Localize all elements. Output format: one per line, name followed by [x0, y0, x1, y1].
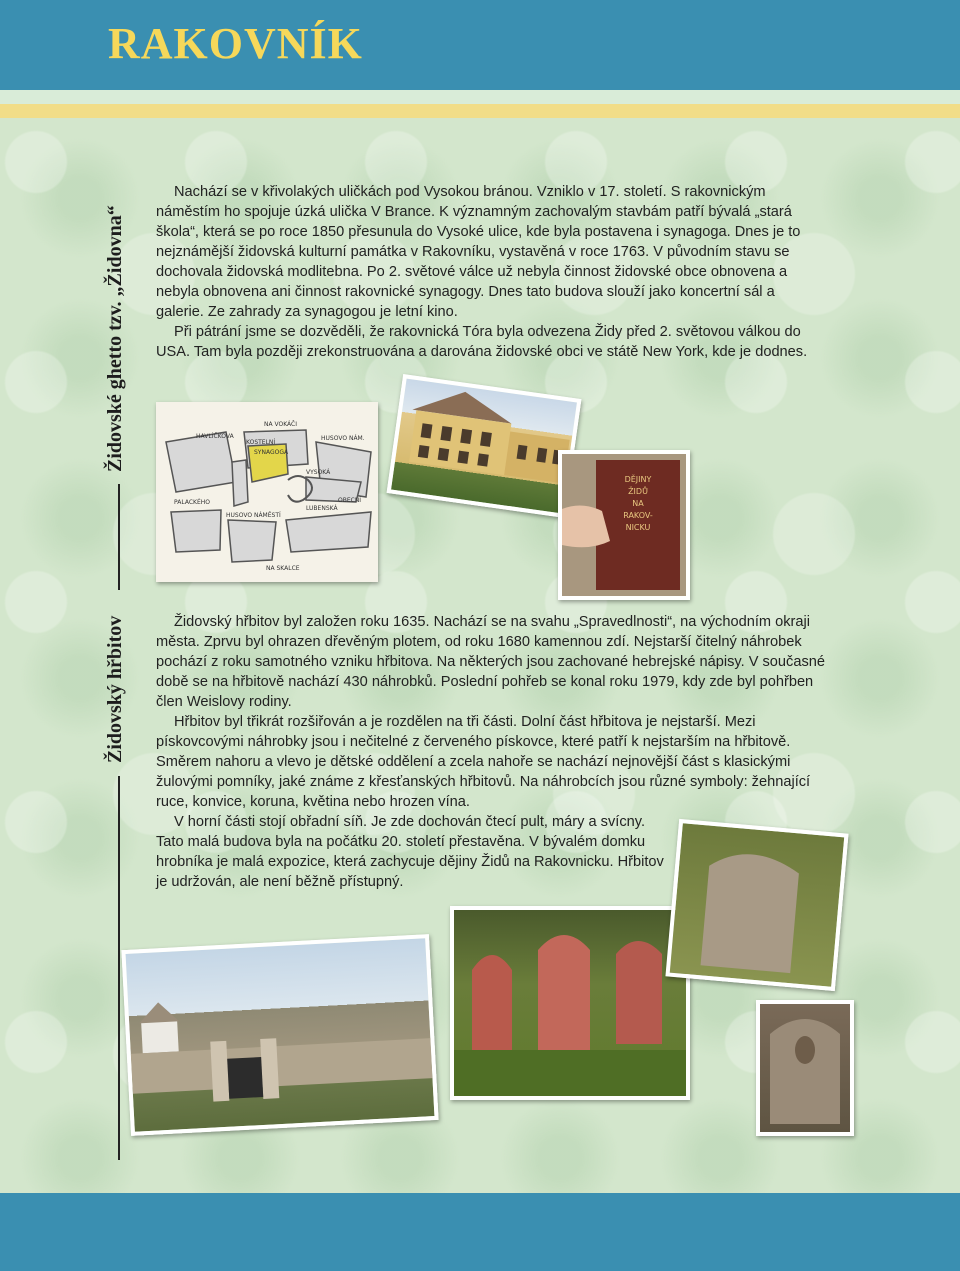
- gravestone-closeup-drawing: [670, 823, 844, 987]
- gravestone-inscription-photo: [756, 1000, 854, 1136]
- map-label: OBECNÍ: [338, 497, 362, 504]
- cemetery-wall-photo: [121, 934, 438, 1136]
- book-title-line: NICKU: [625, 523, 651, 532]
- book-drawing: [562, 454, 686, 596]
- ghetto-text: [156, 182, 816, 362]
- map-label: VYSOKÁ: [306, 469, 331, 476]
- page-header: [0, 0, 960, 90]
- synagogue-drawing: [391, 379, 577, 514]
- map-label: HAVLÍČKOVA: [196, 433, 234, 440]
- header-stripe-light: [0, 90, 960, 104]
- map-label: PALACKÉHO: [174, 499, 210, 506]
- ghetto-paragraph-2: Při pátrání jsme se dozvěděli, že rakovnická Tóra byla odvezena Židy před 2. světovou válkou do USA. Tam byla později zrekonstruována a darována židovské obci ve státě New York, kde je dodnes.: [156, 324, 808, 360]
- ghetto-map-image: [156, 402, 378, 582]
- red-gravestones-photo: [450, 906, 690, 1100]
- cemetery-wall-drawing: [126, 938, 435, 1131]
- book-title-line: ŽIDŮ: [628, 487, 648, 496]
- page-title: RAKOVNÍK: [108, 19, 363, 68]
- map-label: HUSOVO NÁMĚSTÍ: [226, 512, 281, 519]
- ghetto-paragraph-1: Nachází se v křivolakých uličkách pod Vysokou bránou. Vzniklo v 17. století. S rakovnickým náměstím ho spojuje úzká ulička V Brance. K významným zachovalým stavbám patří bývalá „stará škola“, která se po roce 1850 přesunula do Vysoké ulice, kde byla postavena i synagoga. Dnes je to nejznámější židovská kulturní památka v Rakovníku, vystavěná v roce 1763. V původním stavu se dochovala židovská modlitebna. Po 2. světové válce už nebyla činnost židovské obce obnovena a nebyla obnovena ani činnost rakovnické synagogy. Dnes tato budova slouží jako koncertní sál a galerie. Ze zahrady za synagogou je letní kino.: [156, 184, 801, 320]
- map-label: NA VOKÁČI: [264, 421, 298, 428]
- gravestone-closeup-photo: [665, 819, 848, 991]
- gravestones-drawing: [454, 910, 686, 1096]
- map-drawing: [156, 402, 378, 582]
- map-label: LUBENSKÁ: [306, 505, 338, 512]
- map-label: KOSTELNÍ: [246, 439, 276, 446]
- page-footer: [0, 1193, 960, 1271]
- cemetery-paragraph-2: Hřbitov byl třikrát rozšiřován a je rozdělen na tři části. Dolní část hřbitova je nejstarší. Mezi pískovcovými náhrobky jsou i nečitelné z červeného pískovce, které patří k nejstarším na hřbitově. Směrem nahoru a vlevo je dětské oddělení a zcela nahoře se nachází nejnovější část s klasickými žulovými pomníky, jaké známe z křesťanských hřbitovů. Na náhrobcích jsou různé symboly: žehnající ruce, konvice, koruna, květina nebo hrozen vína.: [156, 714, 811, 810]
- map-label: SYNAGOGA: [254, 449, 289, 456]
- map-label: NA SKALCE: [266, 565, 300, 572]
- book-title-line: NA: [632, 499, 644, 508]
- header-stripe-gold: [0, 104, 960, 118]
- map-label: HUSOVO NÁM.: [321, 435, 365, 442]
- gravestone-inscription-drawing: [760, 1004, 850, 1132]
- section-label-cemetery: Židovský hřbitov: [104, 615, 126, 763]
- book-title-line: RAKOV-: [623, 511, 653, 520]
- section-divider-cemetery: [118, 776, 120, 1160]
- cemetery-paragraph-3: V horní části stojí obřadní síň. Je zde dochován čtecí pult, máry a svícny. Tato malá budova byla na počátku 20. století přestavěna. V bývalém domku hrobníka je malá expozice, která zachycuje dějiny Židů na Rakovnicku. Hřbitov je udržován, ale není běžně přístupný.: [156, 814, 664, 890]
- section-divider-ghetto: [118, 484, 120, 590]
- synagogue-photo: [387, 374, 582, 518]
- torah-book-photo: [558, 450, 690, 600]
- book-title-line: DĚJINY: [624, 475, 652, 484]
- cemetery-paragraph-1: Židovský hřbitov byl založen roku 1635. Nachází se na svahu „Spravedlnosti“, na východním okraji města. Zprvu byl ohrazen dřevěným plotem, od roku 1680 kamennou zdí. Nejstarší čitelný náhrobek pochází z roku samotného vzniku hřbitova. Na některých jsou zachované hebrejské nápisy. V současné době se na hřbitově nachází 430 náhrobků. Poslední pohřeb se konal roku 1979, kdy zde byl pohřben člen Weislovy rodiny.: [156, 614, 825, 710]
- section-label-ghetto: Židovské ghetto tzv. „Židovna“: [104, 205, 126, 472]
